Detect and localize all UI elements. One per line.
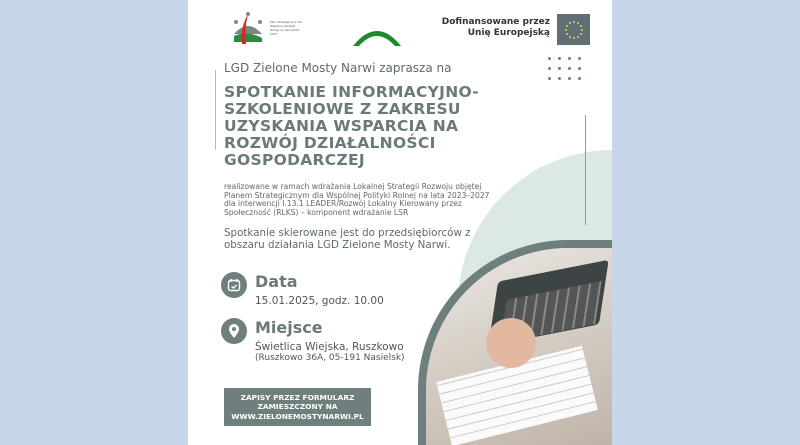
cta-line: ZAMIESZCZONY NA <box>257 402 338 412</box>
place-address: (Ruszkowo 36A, 05-191 Nasielsk) <box>255 353 405 363</box>
photo-laptop-writing <box>418 240 612 445</box>
lgd-logo <box>343 12 411 48</box>
cta-website-link[interactable]: WWW.ZIELONEMOSTYNARWI.PL <box>231 411 364 421</box>
cta-line: ZAPISY PRZEZ FORMULARZ <box>240 393 355 402</box>
event-poster <box>188 0 612 445</box>
place-label: Miejsce <box>255 318 323 337</box>
date-value: 15.01.2025, godz. 10.00 <box>255 295 384 307</box>
date-label: Data <box>255 272 298 291</box>
ministry-emblem-icon <box>230 10 266 46</box>
event-title: SPOTKANIE INFORMACYJNO-SZKOLENIOWE Z ZAKRESU UZYSKANIA WSPARCIA NA ROZWÓJ DZIAŁALNOŚCI GOSPODARCZEJ <box>224 83 479 169</box>
intro-text: LGD Zielone Mosty Narwi zaprasza na <box>224 61 452 75</box>
map-pin-icon <box>221 318 247 344</box>
place-name: Świetlica Wiejska, Ruszkowo <box>255 341 404 353</box>
place-section <box>221 318 405 363</box>
registration-banner[interactable] <box>224 388 371 426</box>
event-description: realizowane w ramach wdrażania Lokalnej Strategii Rozwoju objętej Planem Strategicznym dla Wspólnej Polityki Rolnej na lata 2023–2027 dla interwencji I.13.1 LEADER/Rozwój Lokalny Kierowany przez Społeczność (RLKS) – komponent wdrażanie LSR <box>224 182 490 217</box>
divider-line <box>215 70 216 150</box>
calendar-icon <box>221 272 247 298</box>
eu-funding-text: Dofinansowane przez Unię Europejską <box>441 17 550 38</box>
dot-grid-decoration <box>548 57 588 80</box>
eu-flag-icon <box>557 14 590 45</box>
ministry-logo <box>230 10 304 46</box>
date-section <box>221 272 384 307</box>
target-audience: Spotkanie skierowane jest do przedsiębiorców z obszaru działania LGD Zielone Mosty Narwi. <box>224 227 471 251</box>
divider-line <box>585 115 586 225</box>
ministry-logo-text: Plan Strategiczny dla Wspólnej Polityki Rolnej na lata 2023-2027 <box>270 20 302 36</box>
